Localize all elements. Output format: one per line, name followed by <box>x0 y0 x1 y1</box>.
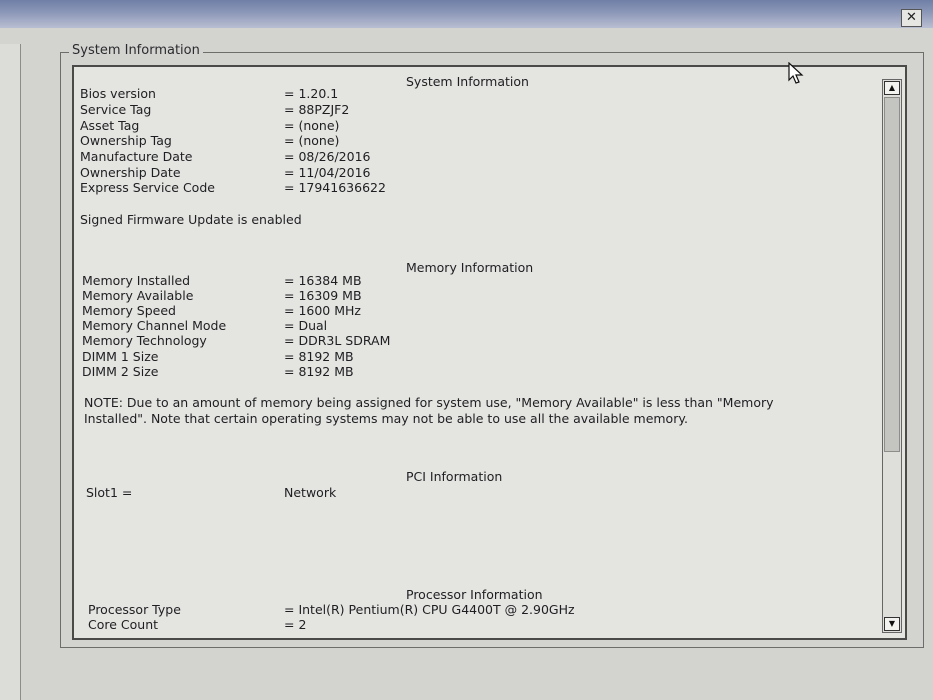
info-label-memory-available: Memory Available <box>82 288 194 303</box>
vertical-scrollbar[interactable] <box>882 79 902 633</box>
info-label-ownership-tag: Ownership Tag <box>80 133 172 148</box>
scroll-down-button[interactable] <box>884 617 900 631</box>
info-value-memory-installed: = 16384 MB <box>284 273 362 288</box>
window-title-bar <box>0 0 933 28</box>
info-value-core-count: = 2 <box>284 617 307 632</box>
firmware-note: Signed Firmware Update is enabled <box>80 212 302 227</box>
memory-note: NOTE: Due to an amount of memory being assigned for system use, "Memory Available" is less than "Memory Installed". Note that certain operating systems may not be able to use all the available memory. <box>84 395 774 426</box>
info-value-service-tag: = 88PZJF2 <box>284 102 350 117</box>
info-value-memory-technology: = DDR3L SDRAM <box>284 333 391 348</box>
scroll-down-arrow-icon: ▼ <box>888 619 896 628</box>
info-value-memory-speed: = 1600 MHz <box>284 303 361 318</box>
info-label-memory-channel-mode: Memory Channel Mode <box>82 318 227 333</box>
info-label-manufacture-date: Manufacture Date <box>80 149 193 164</box>
scrollbar-thumb[interactable] <box>884 97 900 452</box>
info-label-dimm2-size: DIMM 2 Size <box>82 364 159 379</box>
info-label-ownership-date: Ownership Date <box>80 165 181 180</box>
info-value-ownership-tag: = (none) <box>284 133 340 148</box>
navigation-tree-pane[interactable] <box>0 44 21 700</box>
mouse-pointer-icon <box>788 62 804 84</box>
info-label-core-count: Core Count <box>88 617 159 632</box>
info-value-express-service-code: = 17941636622 <box>284 180 386 195</box>
pci-info-heading: PCI Information <box>406 469 503 484</box>
info-value-dimm1-size: = 8192 MB <box>284 349 354 364</box>
info-value-slot1: Network <box>284 485 337 500</box>
info-label-memory-speed: Memory Speed <box>82 303 176 318</box>
info-value-processor-type: = Intel(R) Pentium(R) CPU G4400T @ 2.90GHz <box>284 602 575 617</box>
info-value-bios-version: = 1.20.1 <box>284 86 339 101</box>
memory-info-heading: Memory Information <box>406 260 534 275</box>
info-value-manufacture-date: = 08/26/2016 <box>284 149 371 164</box>
info-value-dimm2-size: = 8192 MB <box>284 364 354 379</box>
group-title: System Information <box>69 43 203 58</box>
close-icon: ✕ <box>906 10 917 25</box>
system-information-content[interactable] <box>72 65 907 640</box>
info-label-asset-tag: Asset Tag <box>80 118 140 133</box>
system-info-heading: System Information <box>406 74 529 89</box>
info-label-express-service-code: Express Service Code <box>80 180 215 195</box>
info-label-dimm1-size: DIMM 1 Size <box>82 349 159 364</box>
info-value-memory-channel-mode: = Dual <box>284 318 328 333</box>
scroll-up-arrow-icon: ▲ <box>888 83 896 92</box>
processor-info-heading: Processor Information <box>406 587 543 602</box>
scroll-up-button[interactable] <box>884 81 900 95</box>
info-label-memory-technology: Memory Technology <box>82 333 207 348</box>
info-label-bios-version: Bios version <box>80 86 156 101</box>
info-label-service-tag: Service Tag <box>80 102 152 117</box>
info-label-processor-type: Processor Type <box>88 602 181 617</box>
info-label-slot1: Slot1 = <box>86 485 133 500</box>
info-value-ownership-date: = 11/04/2016 <box>284 165 371 180</box>
info-value-memory-available: = 16309 MB <box>284 288 362 303</box>
info-label-memory-installed: Memory Installed <box>82 273 191 288</box>
close-button[interactable] <box>901 9 922 27</box>
info-value-asset-tag: = (none) <box>284 118 340 133</box>
